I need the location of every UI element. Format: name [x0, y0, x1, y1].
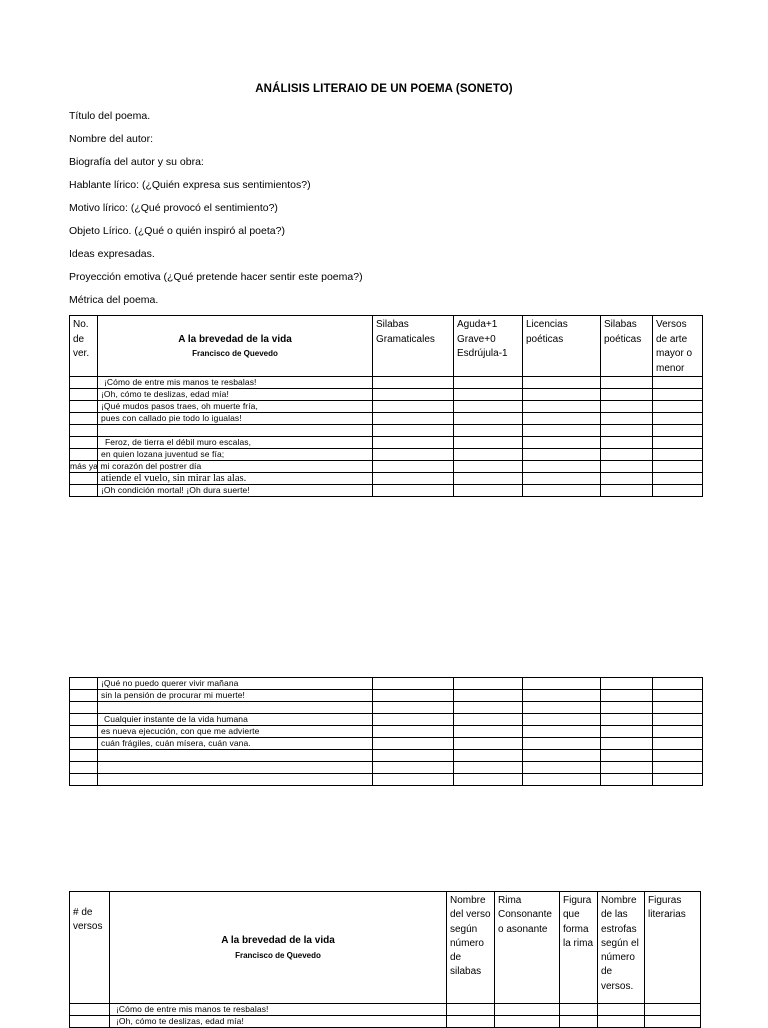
- verse-text: en quien lozana juventud se fía;: [98, 449, 373, 461]
- verse-text: es nueva ejecución, con que me advierte: [98, 726, 373, 738]
- document-title: ANÁLISIS LITERAIO DE UN POEMA (SONETO): [255, 83, 513, 95]
- verse-text: [98, 702, 373, 714]
- question-speaker: Hablante lírico: (¿Quién expresa sus sentimientos?): [69, 179, 311, 191]
- table-row: [70, 413, 703, 425]
- table-row: [70, 401, 703, 413]
- table-row: [70, 449, 703, 461]
- table-row: [70, 738, 703, 750]
- table-row: [70, 750, 703, 762]
- verse-text: ¡Oh, cómo te deslizas, edad mía!: [98, 389, 373, 401]
- question-emotion: Proyección emotiva (¿Qué pretende hacer sentir este poema?): [69, 271, 363, 283]
- verse-text: Cualquier instante de la vida humana: [98, 714, 373, 726]
- verse-text: [98, 762, 373, 774]
- table-row: [70, 678, 703, 690]
- table-row: [70, 425, 703, 437]
- question-ideas: Ideas expresadas.: [69, 248, 155, 260]
- table-row: [70, 714, 703, 726]
- question-biography: Biografía del autor y su obra:: [69, 156, 204, 168]
- header-verse-count: # de versos: [70, 892, 110, 1004]
- table-row: [70, 377, 703, 389]
- table-row: [70, 1016, 701, 1028]
- question-author: Nombre del autor:: [69, 133, 154, 145]
- header-poetic-syllables: Silabas poéticas: [601, 316, 653, 377]
- question-motive: Motivo lírico: (¿Qué provocó el sentimiento?): [69, 202, 278, 214]
- verse-text: [98, 774, 373, 786]
- table-row: [70, 690, 703, 702]
- header-verse-number: No. de ver.: [70, 316, 98, 377]
- header-verse-name: Nombre del verso según número de silabas: [447, 892, 495, 1004]
- header-verse-type: Versos de arte mayor o menor: [653, 316, 703, 377]
- verse-text: ¡Qué mudos pasos traes, oh muerte fría,: [98, 401, 373, 413]
- table-row: [70, 774, 703, 786]
- verse-text: más ya mi corazón del postrer día: [70, 461, 202, 471]
- meter-table: [69, 315, 703, 497]
- verse-text: ¡Oh condición mortal! ¡Oh dura suerte!: [98, 485, 373, 497]
- table-row: [70, 437, 703, 449]
- header-poem: [110, 892, 447, 1004]
- table-row: [70, 461, 703, 473]
- question-object: Objeto Lírico. (¿Qué o quién inspiró al poeta?): [69, 225, 285, 237]
- table-row: [70, 485, 703, 497]
- header-grammatical-syllables: Silabas Gramaticales: [373, 316, 454, 377]
- verse-text: pues con callado pie todo lo igualas!: [98, 413, 373, 425]
- table-row: [70, 1004, 701, 1016]
- table-row: [70, 389, 703, 401]
- verse-text: cuán frágiles, cuán mísera, cuán vana.: [98, 738, 373, 750]
- poem-author: Francisco de Quevedo: [192, 349, 278, 358]
- poem-author: Francisco de Quevedo: [235, 950, 321, 960]
- verse-text: ¡Cómo de entre mis manos te resbalas!: [110, 1004, 447, 1016]
- header-poetic-licenses: Licencias poéticas: [523, 316, 601, 377]
- table-row: [70, 473, 703, 485]
- table-row: [70, 702, 703, 714]
- header-rhyme-figure: Figura que forma la rima: [560, 892, 598, 1004]
- rhyme-table: [69, 891, 701, 1028]
- poem-title: A la brevedad de la vida: [221, 935, 335, 947]
- verse-text: ¡Qué no puedo querer vivir mañana: [98, 678, 373, 690]
- poem-title: A la brevedad de la vida: [178, 333, 292, 345]
- verse-text: ¡Cómo de entre mis manos te resbalas!: [98, 377, 373, 389]
- verse-text: ¡Oh, cómo te deslizas, edad mía!: [110, 1016, 447, 1028]
- table-row: [70, 726, 703, 738]
- question-meter: Métrica del poema.: [69, 294, 159, 306]
- verse-text: atiende el vuelo, sin mirar las alas.: [98, 473, 373, 485]
- meter-table-continued: [69, 677, 703, 786]
- verse-text: [98, 750, 373, 762]
- header-literary-figures: Figuras literarias: [645, 892, 701, 1004]
- header-poem: [98, 316, 373, 377]
- verse-text: sin la pensión de procurar mi muerte!: [98, 690, 373, 702]
- table-row: [70, 762, 703, 774]
- verse-text: Feroz, de tierra el débil muro escalas,: [98, 437, 373, 449]
- verse-text: [98, 425, 373, 437]
- question-title: Título del poema.: [69, 110, 151, 122]
- header-stress-adjustment: Aguda+1 Grave+0 Esdrújula-1: [454, 316, 523, 377]
- header-rhyme: Rima Consonante o asonante: [495, 892, 560, 1004]
- header-stanza-names: Nombre de las estrofas según el número de versos.: [598, 892, 645, 1004]
